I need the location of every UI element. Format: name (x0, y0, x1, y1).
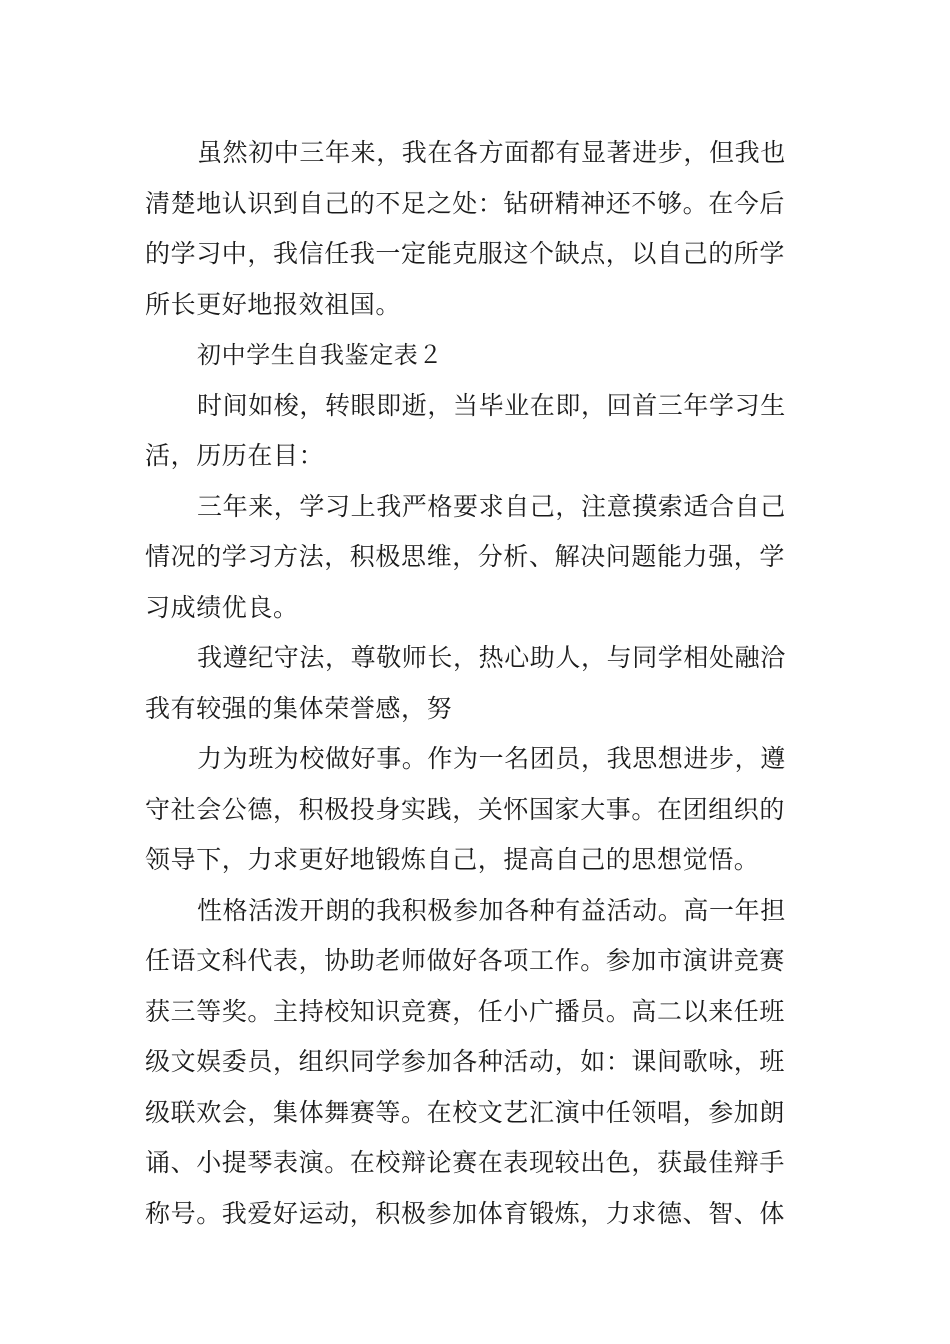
text-line: 的学习中，我信任我一定能克服这个缺点，以自己的所学 (145, 239, 786, 268)
text-line: 领导下，力求更好地锻炼自己，提高自己的思想觉悟。 (145, 845, 760, 874)
text-line: 习成绩优良。 (145, 592, 299, 622)
text-line: 诵、小提琴表演。在校辩论赛在表现较出色，获最佳辩手 (145, 1148, 786, 1177)
text-line: 清楚地认识到自己的不足之处：钻研精神还不够。在今后 (145, 188, 786, 218)
section-heading (145, 330, 805, 381)
text-line: 称号。我爱好运动，积极参加体育锻炼，力求德、智、体 (145, 1198, 786, 1228)
text-line: 所长更好地报效祖国。 (145, 289, 402, 319)
text-line: 三年来，学习上我严格要求自己，注意摸索适合自己 (197, 491, 786, 521)
text-line: 级文娱委员，组织同学参加各种活动，如：课间歌咏，班 (145, 1047, 786, 1076)
paragraph-5 (145, 633, 805, 734)
text-line: 级联欢会，集体舞赛等。在校文艺汇演中任领唱，参加朗 (145, 1097, 786, 1127)
text-line: 活，历历在目： (145, 441, 325, 470)
text-line: 守社会公德，积极投身实践，关怀国家大事。在团组织的 (145, 794, 786, 824)
heading-text: 初中学生自我鉴定表２ (197, 341, 443, 369)
paragraph-1 (145, 128, 805, 330)
document-page (145, 128, 805, 1239)
text-line: 性格活泼开朗的我积极参加各种有益活动。高一年担 (197, 895, 786, 925)
paragraph-7 (145, 886, 805, 1240)
text-line: 虽然初中三年来，我在各方面都有显著进步，但我也 (197, 138, 786, 167)
paragraph-3 (145, 381, 805, 482)
text-line: 力为班为校做好事。作为一名团员，我思想进步，遵 (197, 744, 786, 773)
paragraph-4 (145, 482, 805, 634)
paragraph-6 (145, 734, 805, 886)
text-line: 情况的学习方法，积极思维，分析、解决问题能力强，学 (145, 542, 786, 571)
text-line: 获三等奖。主持校知识竞赛，任小广播员。高二以来任班 (145, 996, 786, 1026)
text-line: 我有较强的集体荣誉感，努 (145, 693, 453, 723)
text-line: 时间如梭，转眼即逝，当毕业在即，回首三年学习生 (197, 390, 786, 420)
text-line: 我遵纪守法，尊敬师长，热心助人，与同学相处融洽 (197, 643, 786, 672)
text-line: 任语文科代表，协助老师做好各项工作。参加市演讲竞赛 (145, 946, 786, 975)
